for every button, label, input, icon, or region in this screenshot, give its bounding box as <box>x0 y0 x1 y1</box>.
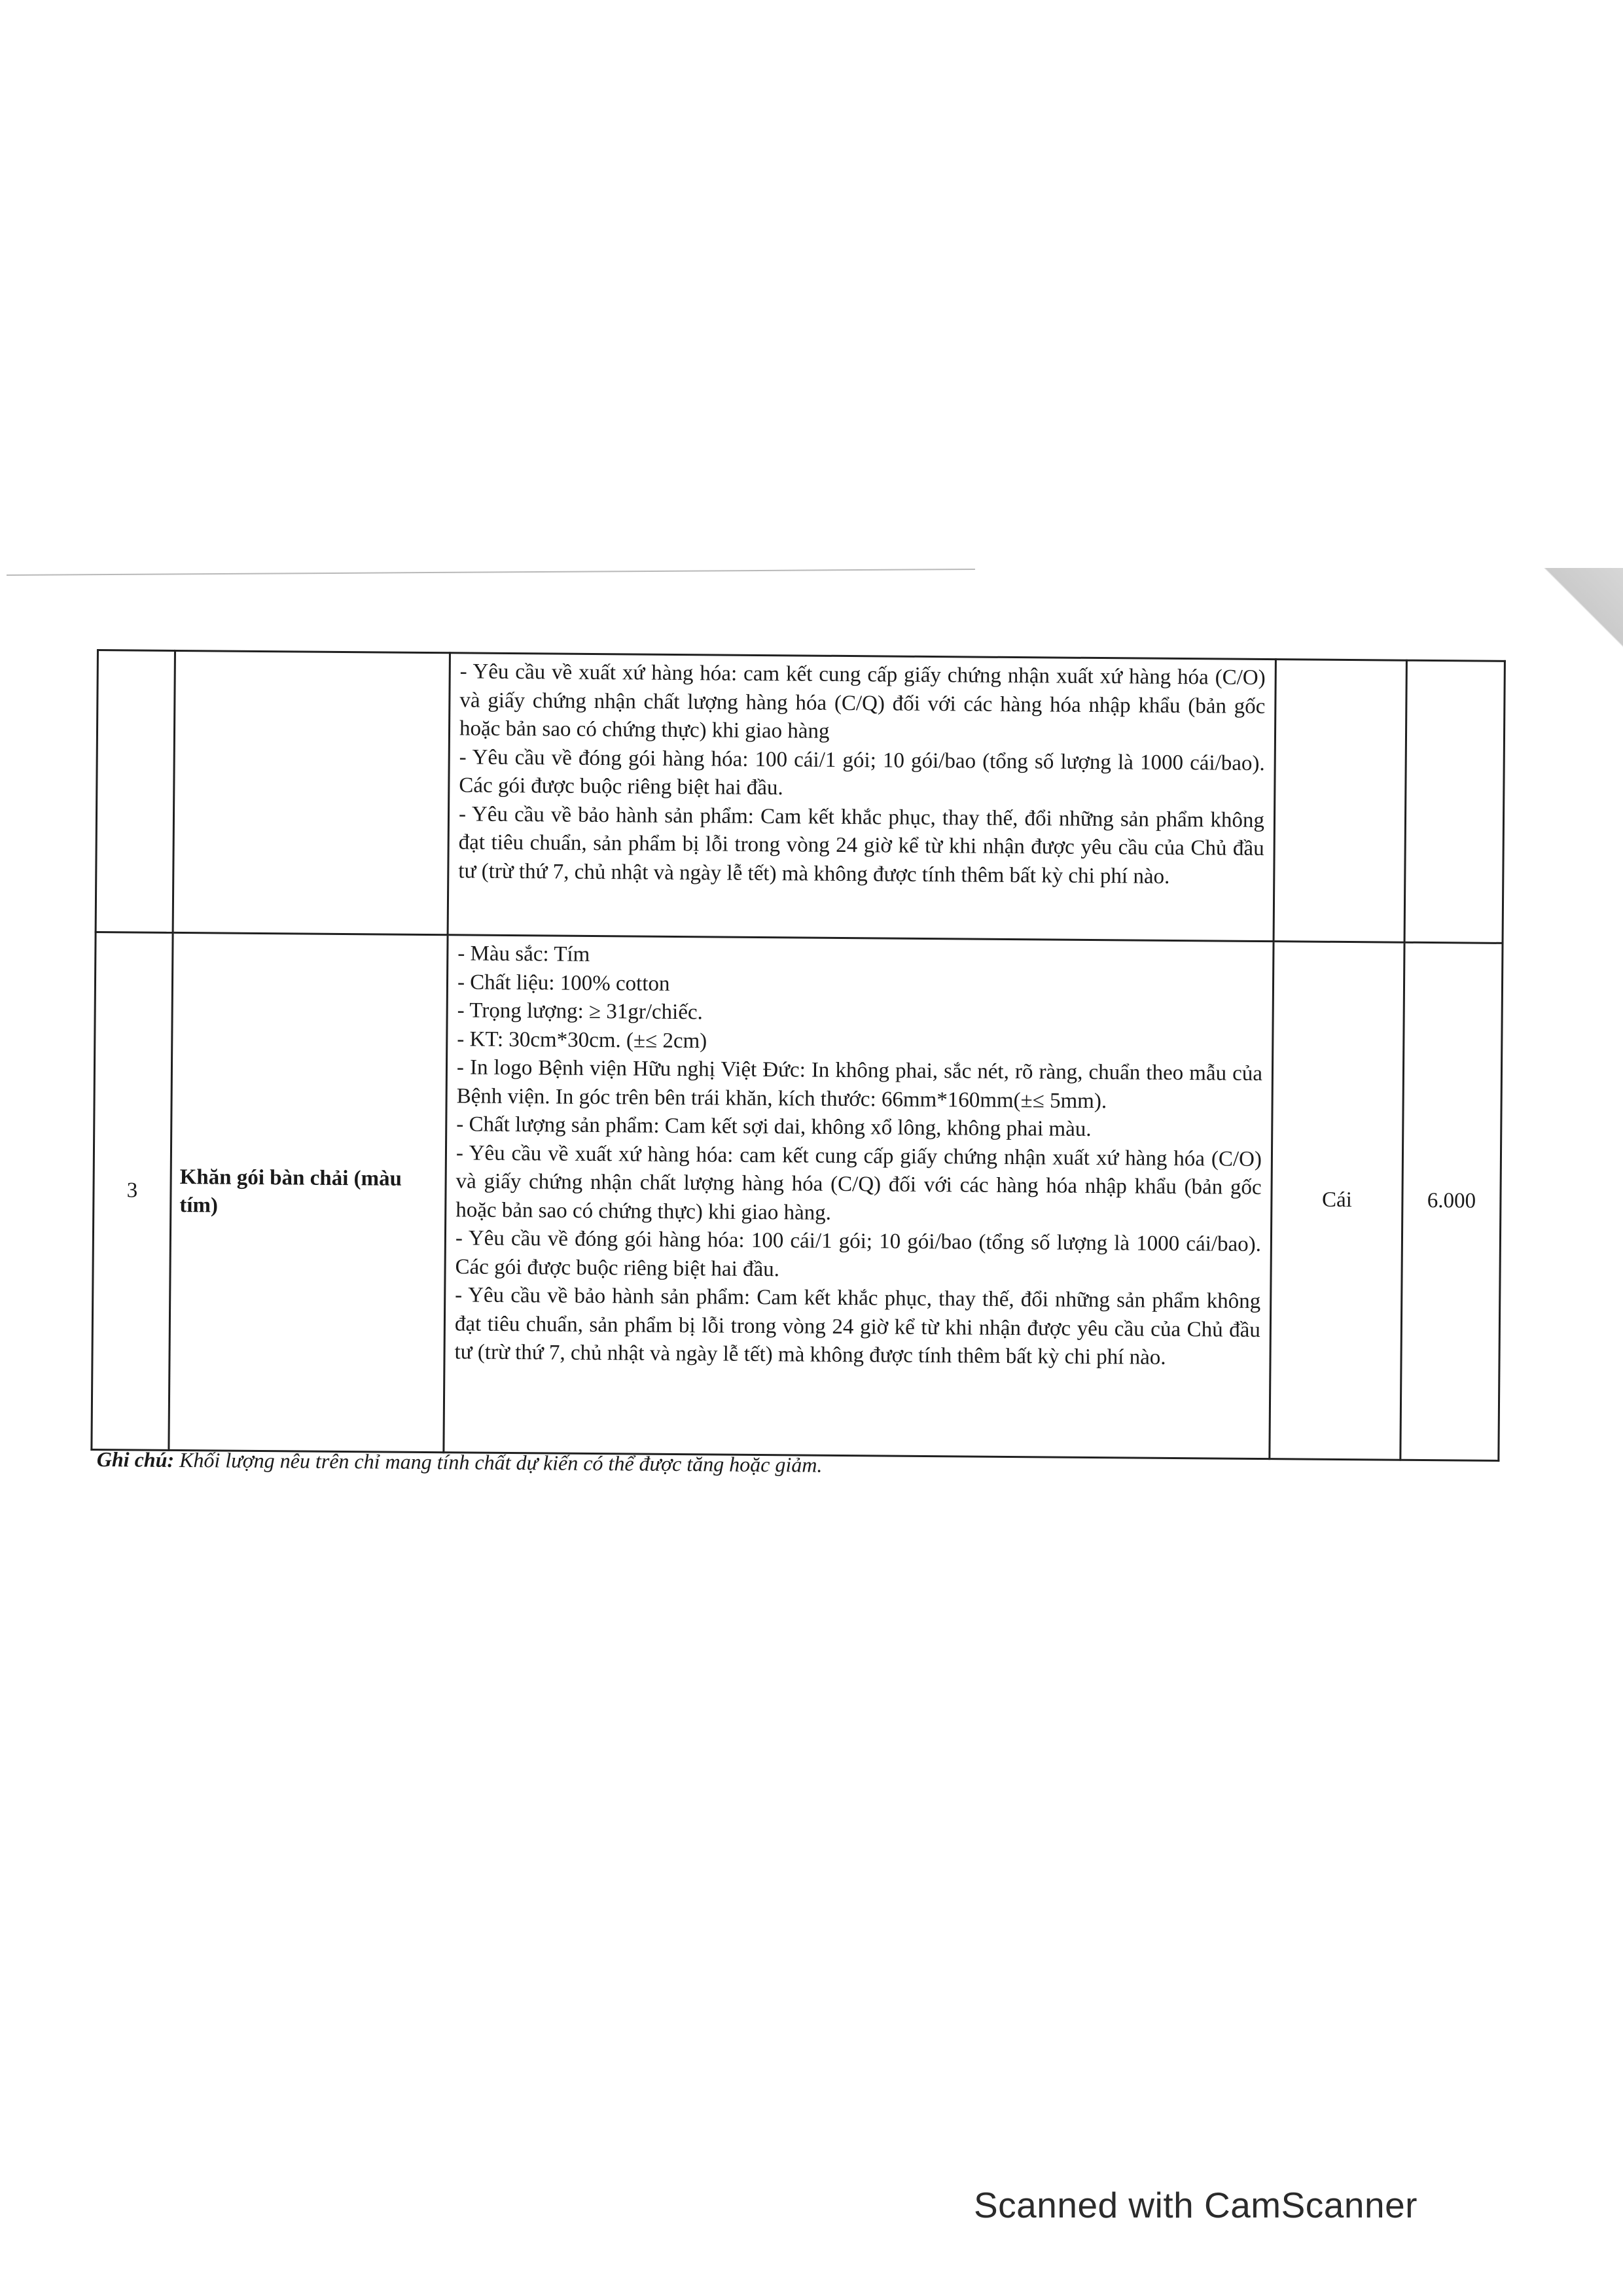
requirement-origin: - Yêu cầu về xuất xứ hàng hóa: cam kết cung cấp giấy chứng nhận xuất xứ hàng hóa (C/O) và giấy chứng nhận chất lượng hàng hóa (C/Q) đối với các hàng hóa nhập khẩu (bản gốc hoặc bản sao có chứng thực) khi giao hàng <box>459 660 1266 743</box>
requirement-origin: - Yêu cầu về xuất xứ hàng hóa: cam kết cung cấp giấy chứng nhận xuất xứ hàng hóa (C/O) và giấy chứng nhận chất lượng hàng hóa (C/Q) đối với các hàng hóa nhập khẩu (bản gốc hoặc bản sao có chứng thực) khi giao hàng. <box>455 1140 1262 1225</box>
unit-cell: Cái <box>1270 942 1404 1460</box>
quantity-cell: 6.000 <box>1400 942 1503 1460</box>
spec-material: - Chất liệu: 100% cotton <box>457 970 670 996</box>
quantity-cell-empty <box>1404 660 1505 943</box>
item-name: Khăn gói bàn chải (màu tím) <box>169 932 448 1452</box>
unit-cell-empty <box>1274 660 1406 943</box>
note-label: Ghi chú: <box>96 1447 175 1472</box>
spec-logo: - In logo Bệnh viện Hữu nghị Việt Đức: In không phai, sắc nét, rõ ràng, chuẩn theo mẫu của Bệnh viện. In góc trên bên trái khăn, kích thước: 66mm*160mm(±≤ 5mm). <box>456 1055 1263 1113</box>
table-row-continuation <box>96 650 1505 944</box>
requirement-warranty: - Yêu cầu về bảo hành sản phẩm: Cam kết khắc phục, thay thế, đổi những sản phẩm không đạt tiêu chuẩn, sản phẩm bị lỗi trong vòng 24 giờ kể từ khi nhận được yêu cầu của Chủ đầu tư (trừ thứ 7, chủ nhật và ngày lễ tết) mà không được tính thêm bất kỳ chi phí nào. <box>458 802 1265 889</box>
spec-color: - Màu sắc: Tím <box>457 942 590 966</box>
description-cell <box>444 935 1274 1459</box>
requirement-packaging: - Yêu cầu về đóng gói hàng hóa: 100 cái/1 gói; 10 gói/bao (tổng số lượng là 1000 cái/bao). Các gói được buộc riêng biệt hai đầu. <box>459 745 1265 800</box>
name-cell-empty <box>173 650 450 934</box>
description-cell <box>448 653 1275 942</box>
camscanner-watermark: Scanned with CamScanner <box>974 2185 1418 2225</box>
spec-table <box>90 649 1506 1462</box>
scan-edge-line <box>7 569 975 576</box>
requirement-warranty: - Yêu cầu về bảo hành sản phẩm: Cam kết khắc phục, thay thế, đổi những sản phẩm không đạt tiêu chuẩn, sản phẩm bị lỗi trong vòng 24 giờ kể từ khi nhận được yêu cầu của Chủ đầu tư (trừ thứ 7, chủ nhật và ngày lễ tết) mà không được tính thêm bất kỳ chi phí nào. <box>454 1283 1261 1369</box>
spec-size: - KT: 30cm*30cm. (±≤ 2cm) <box>457 1027 707 1053</box>
scan-page-corner <box>1512 568 1623 666</box>
item-number: 3 <box>92 932 173 1450</box>
table-row-item-3 <box>92 932 1503 1460</box>
note-text: Khối lượng nêu trên chỉ mang tính chất dự kiến có thể được tăng hoặc giảm. <box>179 1447 823 1477</box>
requirement-packaging: - Yêu cầu về đóng gói hàng hóa: 100 cái/1 gói; 10 gói/bao (tổng số lượng là 1000 cái/bao). Các gói được buộc riêng biệt hai đầu. <box>455 1226 1262 1281</box>
spec-quality: - Chất lượng sản phẩm: Cam kết sợi dai, không xổ lông, không phai màu. <box>456 1112 1092 1141</box>
stt-cell-empty <box>96 650 175 933</box>
document-body <box>90 649 1504 1462</box>
note <box>97 1447 823 1477</box>
spec-weight: - Trọng lượng: ≥ 31gr/chiếc. <box>457 998 703 1025</box>
